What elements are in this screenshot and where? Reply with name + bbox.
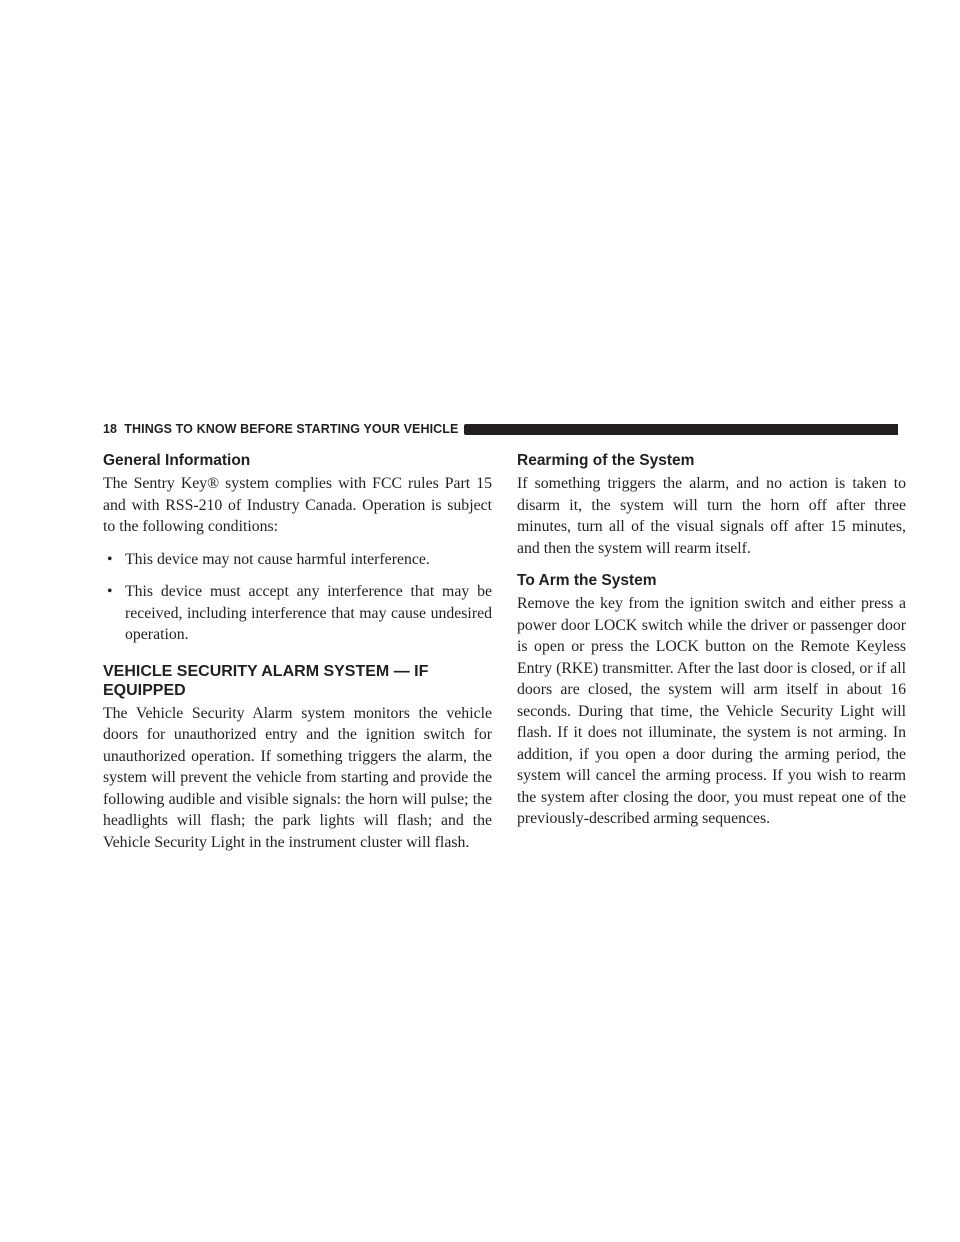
- arm-section: [517, 571, 906, 830]
- conditions-list: [103, 549, 492, 646]
- list-item: [103, 581, 492, 646]
- arm-body: Remove the key from the ignition switch and either press a power door LOCK switch while the driver or passenger door is open or press the LOCK button on the Remote Keyless Entry (RKE) transmitter. After the last door is closed, or if all doors are closed, the system will arm itself in about 16 seconds. During that time, the Vehicle Security Light will flash. If it does not illuminate, the system is not arming. In addition, if you open a door during the arming period, the system will cancel the arming process. If you wish to rearm the system after closing the door, you must repeat one of the previously-described arming sequences.: [517, 595, 906, 827]
- list-item-text: This device may not cause harmful interference.: [125, 550, 430, 568]
- right-column: [517, 451, 906, 830]
- rearming-body: If something triggers the alarm, and no action is taken to disarm it, the system will turn the horn off after three minutes, turn all of the visual signals off after 15 minutes, and then the system will rearm itself.: [517, 475, 906, 557]
- left-column: [103, 451, 492, 853]
- page-number: 18: [103, 422, 118, 436]
- section-title: THINGS TO KNOW BEFORE STARTING YOUR VEHICLE: [124, 422, 459, 436]
- header-rule-bar: [464, 424, 898, 435]
- list-item: [103, 549, 492, 571]
- rearming-section: [517, 451, 906, 559]
- list-item-text: This device must accept any interference that may be received, including interference that may cause undesired operation.: [125, 583, 492, 643]
- bullet-glyph: •: [107, 583, 113, 600]
- header-text: [103, 422, 458, 436]
- bullet-glyph: •: [107, 550, 113, 568]
- arm-heading: To Arm the System: [517, 572, 657, 589]
- running-header: [103, 421, 898, 437]
- rearming-heading: Rearming of the System: [517, 452, 695, 469]
- alarm-system-body: The Vehicle Security Alarm system monitors the vehicle doors for unauthorized entry and the ignition switch for unauthorized operation. If something triggers the alarm, the system will prevent the vehicle from starting and provide the following audible and visible signals: the horn will pulse; the headlights will flash; the park lights will flash; and the Vehicle Security Light in the instrument cluster will flash.: [103, 704, 492, 851]
- general-information-heading: General Information: [103, 452, 251, 469]
- general-information-body: The Sentry Key® system complies with FCC rules Part 15 and with RSS-210 of Industry Canada. Operation is subject to the following conditions:: [103, 475, 492, 535]
- alarm-system-heading: VEHICLE SECURITY ALARM SYSTEM — IF EQUIPPED: [103, 662, 429, 699]
